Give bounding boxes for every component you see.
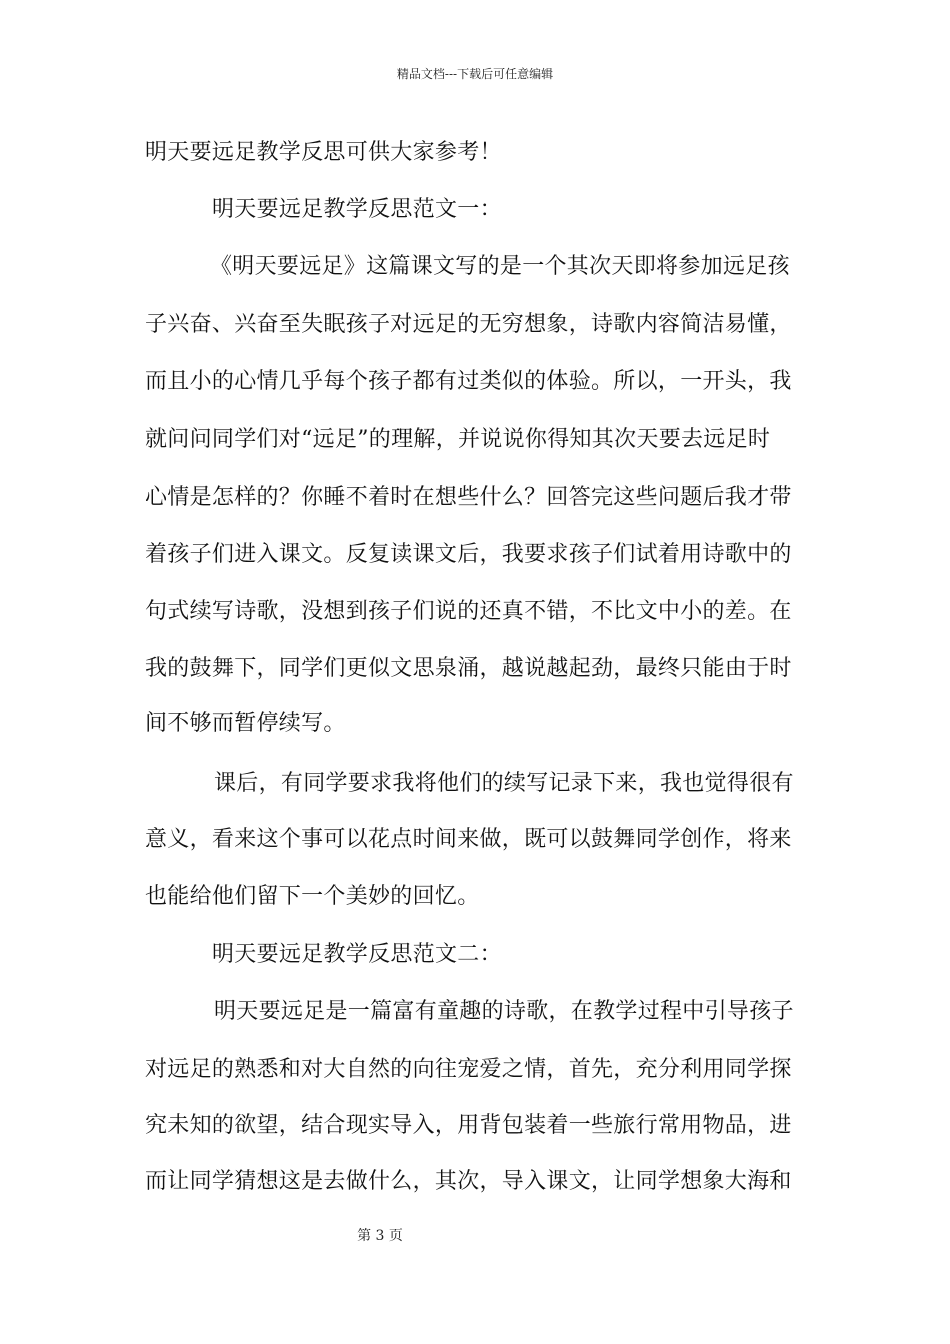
text-line: 明天要远足教学反思可供大家参考！	[145, 140, 502, 165]
text-line: 子兴奋、兴奋至失眠孩子对远足的无穷想象，诗歌内容简洁易懂，	[145, 312, 792, 337]
section-heading: 明天要远足教学反思范文一：	[212, 197, 502, 222]
section-heading: 明天要远足教学反思范文二：	[212, 942, 502, 967]
text-line: 心情是怎样的？你睡不着时在想些什么？回答完这些问题后我才带	[145, 485, 792, 510]
text-line: 就问问同学们对“远足”的理解，并说说你得知其次天要去远足时	[145, 427, 771, 452]
text-line: 究未知的欲望，结合现实导入，用背包装着一些旅行常用物品，进	[145, 1113, 792, 1138]
page-number: 第 3 页	[357, 1228, 403, 1244]
text-line: 而且小的心情几乎每个孩子都有过类似的体验。所以，一开头，我	[145, 369, 792, 394]
text-line: 而让同学猜想这是去做什么，其次，导入课文，让同学想象大海和	[145, 1169, 792, 1194]
text-line: 明天要远足是一篇富有童趣的诗歌，在教学过程中引导孩子	[214, 999, 794, 1024]
text-line: 也能给他们留下一个美妙的回忆。	[145, 884, 480, 909]
page-header: 精品文档---下载后可任意编辑	[396, 67, 554, 81]
text-line: 着孩子们进入课文。反复读课文后，我要求孩子们试着用诗歌中的	[145, 542, 792, 567]
text-line: 意义，看来这个事可以花点时间来做，既可以鼓舞同学创作，将来	[145, 827, 792, 852]
text-line: 间不够而暂停续写。	[145, 711, 346, 736]
text-line: 课后，有同学要求我将他们的续写记录下来，我也觉得很有	[214, 771, 794, 796]
text-line: 对远足的熟悉和对大自然的向往宠爱之情，首先，充分利用同学探	[145, 1057, 792, 1082]
text-line: 《明天要远足》这篇课文写的是一个其次天即将参加远足孩	[210, 254, 790, 279]
text-line: 句式续写诗歌，没想到孩子们说的还真不错，不比文中小的差。在	[145, 599, 792, 624]
text-line: 我的鼓舞下，同学们更似文思泉涌，越说越起劲，最终只能由于时	[145, 656, 792, 681]
